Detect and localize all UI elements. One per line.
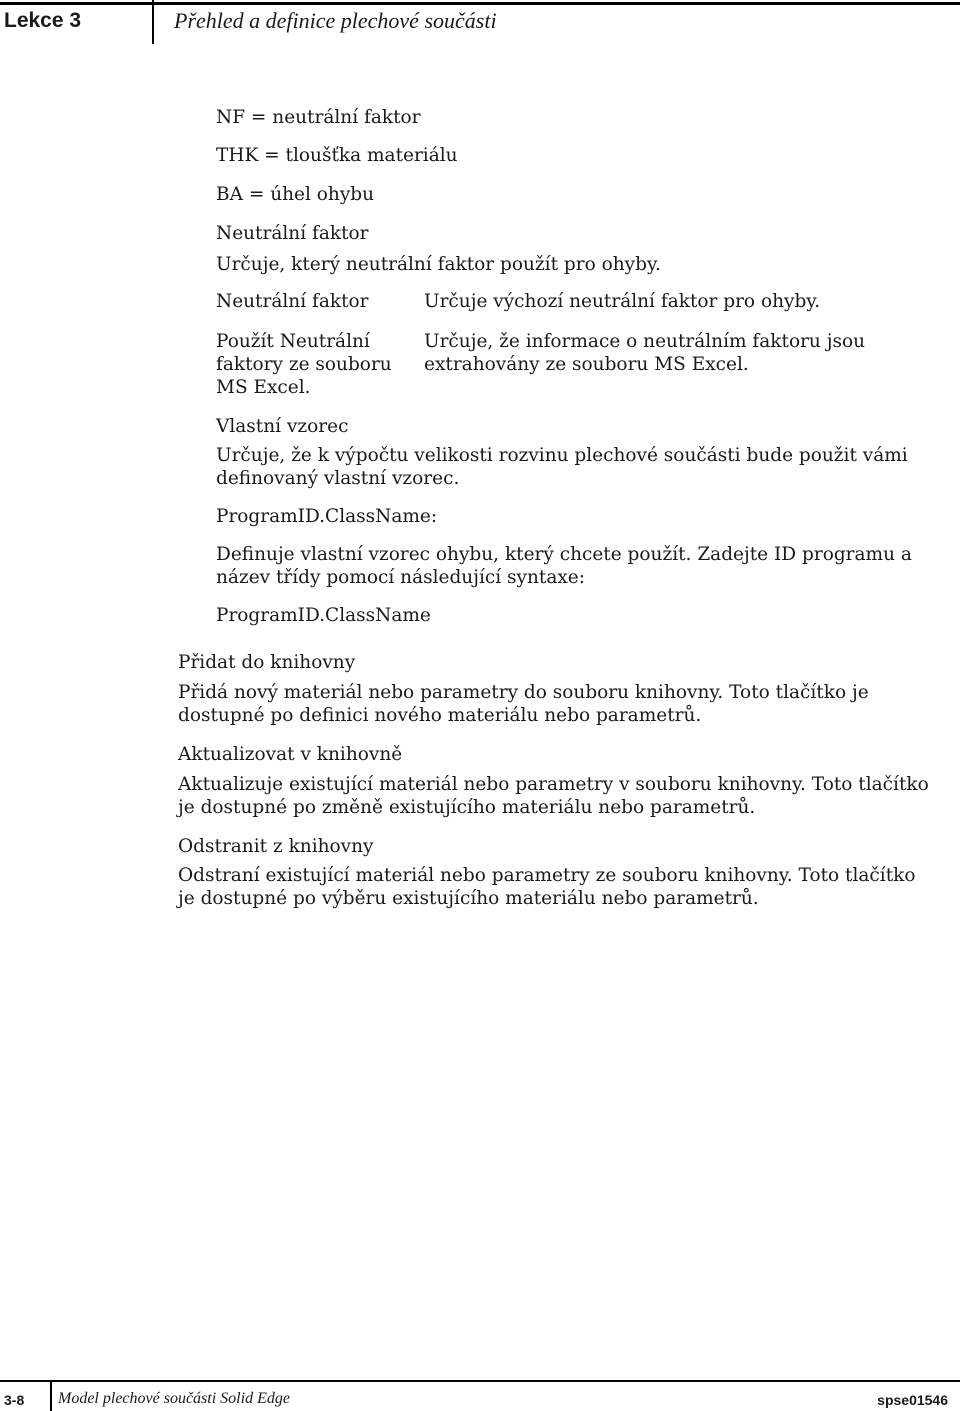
table-row2-description-line1: Určuje, že informace o neutrálním faktoru jsou	[424, 331, 866, 352]
add-to-library-heading: Přidat do knihovny	[178, 652, 356, 673]
header-rule	[0, 2, 960, 5]
remove-from-library-heading: Odstranit z knihovny	[178, 836, 374, 857]
nf-definition: NF = neutrální faktor	[216, 107, 421, 128]
table-row1-term: Neutrální faktor	[216, 291, 369, 312]
update-in-library-heading: Aktualizovat v knihovně	[178, 744, 403, 765]
neutral-factor-description: Určuje, který neutrální faktor použít pro ohyby.	[216, 254, 661, 275]
update-in-library-description-line2: je dostupné po změně existujícího materiálu nebo parametrů.	[178, 797, 756, 818]
custom-formula-description-line1: Určuje, že k výpočtu velikosti rozvinu plechové součásti bude použit vámi	[216, 445, 908, 466]
programid-description-line1: Definuje vlastní vzorec ohybu, který chcete použít. Zadejte ID programu a	[216, 544, 912, 565]
header-separator	[152, 0, 154, 44]
table-row2-description-line2: extrahovány ze souboru MS Excel.	[424, 354, 749, 375]
custom-formula-heading: Vlastní vzorec	[216, 416, 349, 437]
document-code: spse01546	[877, 1392, 948, 1408]
remove-from-library-description-line2: je dostupné po výběru existujícího materiálu nebo parametrů.	[178, 888, 759, 909]
neutral-factor-heading: Neutrální faktor	[216, 223, 369, 244]
lesson-label: Lekce 3	[4, 9, 82, 32]
programid-heading: ProgramID.ClassName:	[216, 506, 438, 527]
page-number: 3-8	[4, 1392, 25, 1408]
table-row2-term-line1: Použít Neutrální	[216, 331, 370, 352]
add-to-library-description-line2: dostupné po definici nového materiálu nebo parametrů.	[178, 705, 702, 726]
remove-from-library-description-line1: Odstraní existující materiál nebo parametry ze souboru knihovny. Toto tlačítko	[178, 865, 916, 886]
table-row2-term-line2: faktory ze souboru	[216, 354, 392, 375]
table-row1-description: Určuje výchozí neutrální faktor pro ohyby.	[424, 291, 821, 312]
footer-rule	[0, 1380, 960, 1382]
footer-title: Model plechové součásti Solid Edge	[58, 1390, 290, 1407]
page-header	[0, 0, 960, 44]
ba-definition: BA = úhel ohybu	[216, 184, 375, 205]
custom-formula-description-line2: definovaný vlastní vzorec.	[216, 468, 460, 489]
update-in-library-description-line1: Aktualizuje existující materiál nebo parametry v souboru knihovny. Toto tlačítko	[178, 774, 929, 795]
page-title: Přehled a definice plechové součásti	[174, 8, 497, 33]
thk-definition: THK = tloušťka materiálu	[216, 145, 458, 166]
add-to-library-description-line1: Přidá nový materiál nebo parametry do souboru knihovny. Toto tlačítko je	[178, 682, 869, 703]
table-row2-term-line3: MS Excel.	[216, 377, 311, 398]
footer-separator	[50, 1380, 52, 1411]
programid-syntax: ProgramID.ClassName	[216, 605, 431, 626]
programid-description-line2: název třídy pomocí následující syntaxe:	[216, 567, 585, 588]
